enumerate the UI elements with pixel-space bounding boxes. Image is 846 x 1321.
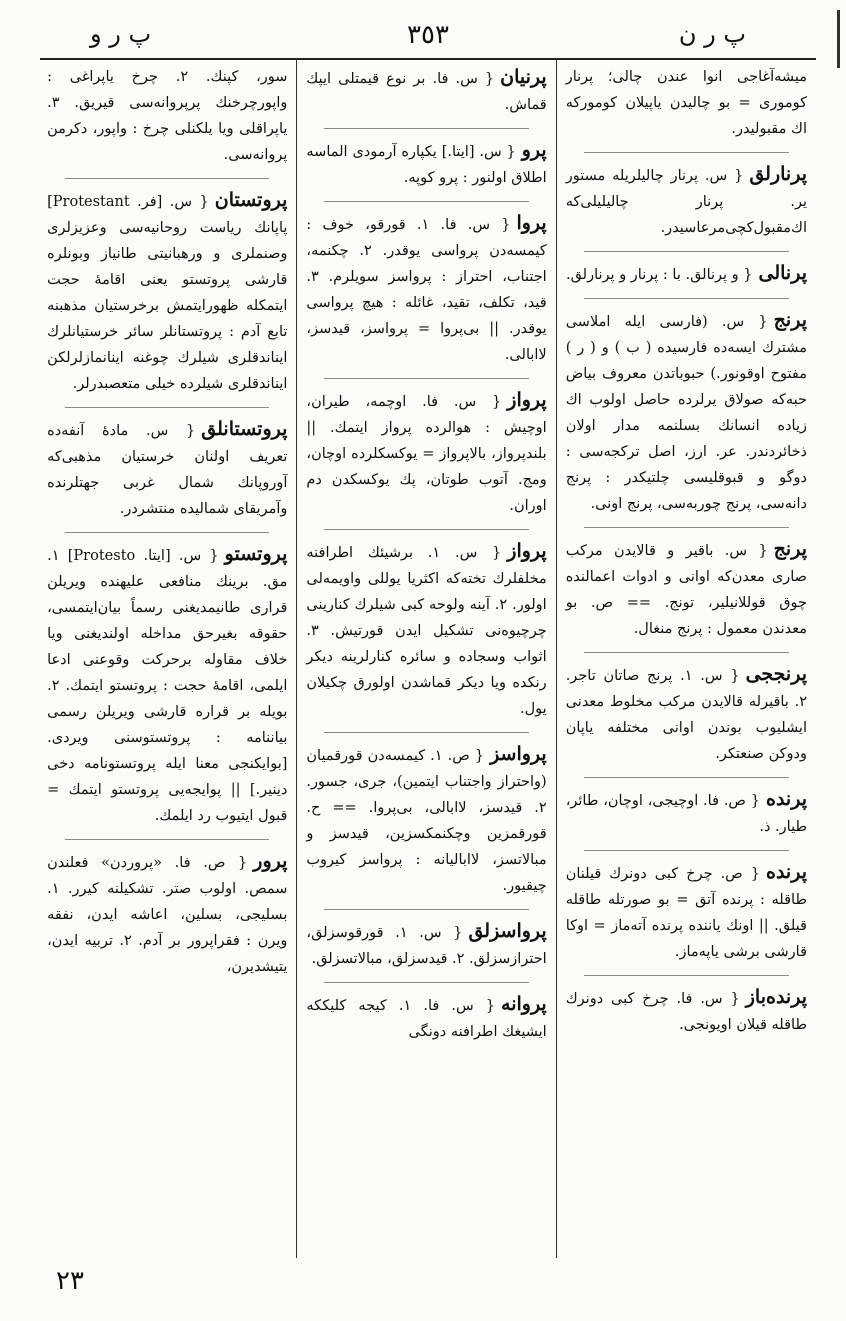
entry-headword: پرواسزلق [468, 920, 547, 942]
dictionary-entry [566, 859, 807, 965]
entry-definition: { س. پرنار چالیلریله مستور یر. پرنار چالیلیلی‌كه اك‌مقبول‌كچی‌مرعاسیدر. [565, 168, 807, 236]
entry-headword: پروانه [501, 993, 547, 1015]
entry-separator [65, 178, 269, 179]
column-middle [297, 58, 556, 1258]
dictionary-entry [566, 260, 807, 288]
entry-headword: پرنج [773, 538, 807, 560]
entry-headword: پرور [253, 850, 288, 872]
entry-definition: { س. فا. چرخ كبی دونرك طاقله قیلان اویونجی. [565, 991, 807, 1033]
entry-separator [584, 251, 789, 252]
entry-headword: پرو [521, 139, 547, 161]
entry-headword: پرواز [507, 389, 547, 411]
entry-headword: پرنده [766, 788, 807, 810]
entry-headword: پرنارلق [749, 163, 807, 185]
margin-mark [837, 10, 840, 68]
entry-separator [324, 201, 528, 202]
dictionary-entry [566, 536, 807, 642]
entry-definition: { س. ١. قورقوسزلق، احترازسزلق. ٢. قیدسزلق، مبالاتسزلق. [306, 925, 547, 967]
entry-headword: پرنج [773, 309, 807, 331]
page-header [40, 18, 816, 60]
header-left-letters: پ ر و [90, 20, 152, 48]
dictionary-entry [47, 541, 287, 829]
entry-separator [65, 839, 269, 840]
entry-headword: پروتستان [214, 189, 288, 211]
entry-separator [584, 777, 789, 778]
dictionary-entry [47, 64, 287, 168]
dictionary-entry [566, 307, 807, 517]
entry-headword: پرواسز [490, 743, 547, 765]
entry-separator [324, 909, 528, 910]
entry-definition: { ص. فا. اوچیجی، اوچان، طائر، طیار. ذ. [565, 793, 807, 835]
entry-definition: { س. [ایتا.] یكپاره آرمودی الماسه اطلاق اولنور : پرو كوپه. [306, 144, 547, 186]
printer-signature: ٢٣ [56, 1266, 84, 1296]
entry-definition: { ص. ١. كیمسه‌دن قورقمیان (واحتراز واجتناب ایتمین)، جری، جسور. ٢. قیدسز، لاابالی، بی‌پروا. == ح. قورقمزین وچكنمكسزین، قیدسز و مبالاتسز، لاابالیانه : پرواسز كیروب چیقیور. [306, 748, 547, 894]
entry-separator [65, 532, 269, 533]
entry-definition: { ص. چرخ كبی دونرك قیلنان طاقله : پرنده آتق = بو صورتله طاقله قیلق. || اونك یاننده پرنده آته‌ماز = اوكا قارشی برشی یاپه‌ماز. [565, 866, 807, 960]
dictionary-entry [306, 918, 546, 972]
entry-definition: { س. [ایتا. Protesto] ١. مق. برینك منافعی علیهنده ویریلن قراری طانیمدیغنی رسماً بیان‌ایتمسی، حقوقه بغیرحق مداخله اولندیغنی ویا خلاف مقاوله برحركت وقوعنی ادعا ایلمی، اقامهٔ حجت : پروتستو ایتمك. ٢. بویله بر قراره قارشی ویریلن رسمی بیاننامه : پروتستوسنی ویردی. [بوایكنجی معنا ایله پروتستونامه دخی دینیر.] || پوایجه‌یی پروتستو ایتمك = قبول ایتیوب رد ایلمك. [47, 548, 288, 824]
entry-separator [324, 529, 528, 530]
entry-headword: پرنده‌باز [745, 986, 807, 1008]
header-right-letters: پ ر ن [678, 20, 746, 48]
entry-separator [65, 407, 269, 408]
entry-definition: { و پرنالق. با : پرنار و پرنارلق. [565, 267, 753, 283]
entry-separator [584, 152, 789, 153]
column-left [38, 58, 297, 1258]
entry-separator [584, 975, 789, 976]
dictionary-columns [38, 58, 816, 1258]
dictionary-entry [47, 187, 287, 397]
entry-headword: پرنیان [500, 66, 547, 88]
entry-definition: { س. [فر. Protestant] پاپانك ریاست روحانیه‌سی وعزیزلری وصنملری و ورهبانیتی طانیاز وبونلره قارشی پروتستو یعنی اقامهٔ حجت ایتمكله ظهورایتمش برخرستیان مذهبنه تابع آدم : پروتستانلر سائر خرستیانلرك ایناندقلری شیلرك چوغنه اینانمازلرلكن ایناندقلری شیلرده خیلی متعصبدرلر. [47, 194, 288, 392]
entry-headword: پروتستو [224, 543, 288, 565]
entry-separator [324, 732, 528, 733]
page-number: ٣٥٣ [407, 20, 449, 50]
dictionary-entry [306, 741, 546, 899]
column-right [557, 58, 816, 1258]
entry-definition: { س. ١. پرنج صاتان تاجر. ٢. باقیرله قالایدن مركب مخلوط معدنی ایشلیوب بوندن اوانی مختلفه یاپان ودوكن صنعتكر. [565, 668, 807, 762]
entry-separator [584, 850, 789, 851]
entry-headword: پروا [516, 212, 547, 234]
dictionary-entry [566, 984, 807, 1038]
dictionary-entry [47, 848, 287, 980]
dictionary-entry [306, 538, 546, 722]
entry-definition: { س. باقیر و قالایدن مركب صاری معدن‌كه اوانی و ادوات اعمالنده چوق قوللانیلیر، تونج. == ص. بو معدندن معمول : پرنج منغال. [565, 543, 807, 637]
entry-separator [324, 128, 528, 129]
dictionary-entry [306, 64, 546, 118]
entry-headword: پرنده [766, 861, 807, 883]
dictionary-entry [47, 416, 287, 522]
dictionary-entry [566, 161, 807, 241]
dictionary-entry [306, 387, 546, 519]
entry-definition: { ص. فا. «پروردن» فعلندن سمص. اولوب صتر. تشكیلنه كیرر. ١. بسلیجی، بسلین، اعاشه ایدن، نفقه ویرن : فقراپرور بر آدم. ٢. تربیه ایدن، یتیشدیرن، [47, 855, 288, 975]
entry-separator [324, 378, 528, 379]
entry-headword: پروتستانلق [201, 418, 288, 440]
entry-headword: پرواز [507, 540, 547, 562]
dictionary-entry [566, 786, 807, 840]
entry-definition: { س. فا. ١. كیجه كلیككه ایشیغك اطرافنه دونگی [306, 998, 547, 1040]
entry-separator [584, 652, 789, 653]
entry-definition: { س. فا. بر نوع قیمتلی ایپك قماش. [306, 71, 547, 113]
entry-definition: { س. مادهٔ آنفه‌ده تعریف اولنان خرستیان مذهبی‌كه آوروپانك شمال غربی جهتلرنده وآمریقای شمالیده منتشردر. [47, 423, 288, 517]
entry-definition: { س. فا. ١. قورقو، خوف : كیمسه‌دن پرواسی یوقدر. ٢. چكنمه، اجتناب، احتراز : پرواسز سویلرم. ٣. قید، تكلف، تقید، غائله : هیچ پرواسی یوقدر. || بی‌پروا = پرواسز، قیدسز، لاابالی. [306, 217, 547, 363]
dictionary-entry [566, 64, 807, 142]
entry-headword: پرنججی [745, 663, 807, 685]
entry-definition: سور، كپنك. ٢. چرخ یاپراغی : واپورچرخنك پرپروانه‌سی قیریق. ٣. یاپراقلی ویا یلكنلی چرخ : واپور، دكرمن پروانه‌سی. [47, 69, 288, 163]
entry-definition: میشه‌آغاجی انوا عندن چالی؛ پرنار کوموری = بو چالیدن یاپیلان کوموركه اك مقبولیدر. [565, 69, 807, 137]
entry-separator [584, 298, 789, 299]
dictionary-entry [306, 210, 546, 368]
dictionary-entry [306, 137, 546, 191]
dictionary-entry [566, 661, 807, 767]
entry-headword: پرنالی [758, 262, 807, 284]
entry-separator [324, 982, 528, 983]
entry-separator [584, 527, 789, 528]
entry-definition: { س. فا. اوچمه، طیران، اوچیش : هوالرده پرواز ایتمك. || بلندپرواز، بالاپرواز = یوكسكلرده اوچان، ومج. آتوب طوتان، پك یوكسكدن دم اوران. [306, 394, 547, 514]
entry-definition: { س. ١. برشیئك اطرافنه مخلفلرك تخته‌كه اكثریا یوللی واویمه‌لی اولور. ٢. آینه ولوحه كبی شیلرك كنارینی چرچیوه‌نی تشكیل ایدن قورتیش. ٣. اثواب وسجاده و سائره كنارلرینه دیكر رنكده ویا دیكر قماشدن اولورق چكیلان یول. [306, 545, 547, 717]
entry-definition: { س. (فارسی ایله املاسی مشترك ایسه‌ده فارسیده ( ب ) و ( ر ) مفتوح اوقونور.) حبوباتدن معروف بیاض حبه‌كه صولاق یرلرده حاصل اولوب اك زیاده انسانك بسلنمه مدار اولان ذخائردندر. عر. ارز، اصل تركجه‌سی : دوگو و قبوقلیسی چلتیكدر : پرنج دانه‌سی، پرنج چوربه‌سی، پرنج اونی. [565, 314, 807, 512]
dictionary-entry [306, 991, 546, 1045]
